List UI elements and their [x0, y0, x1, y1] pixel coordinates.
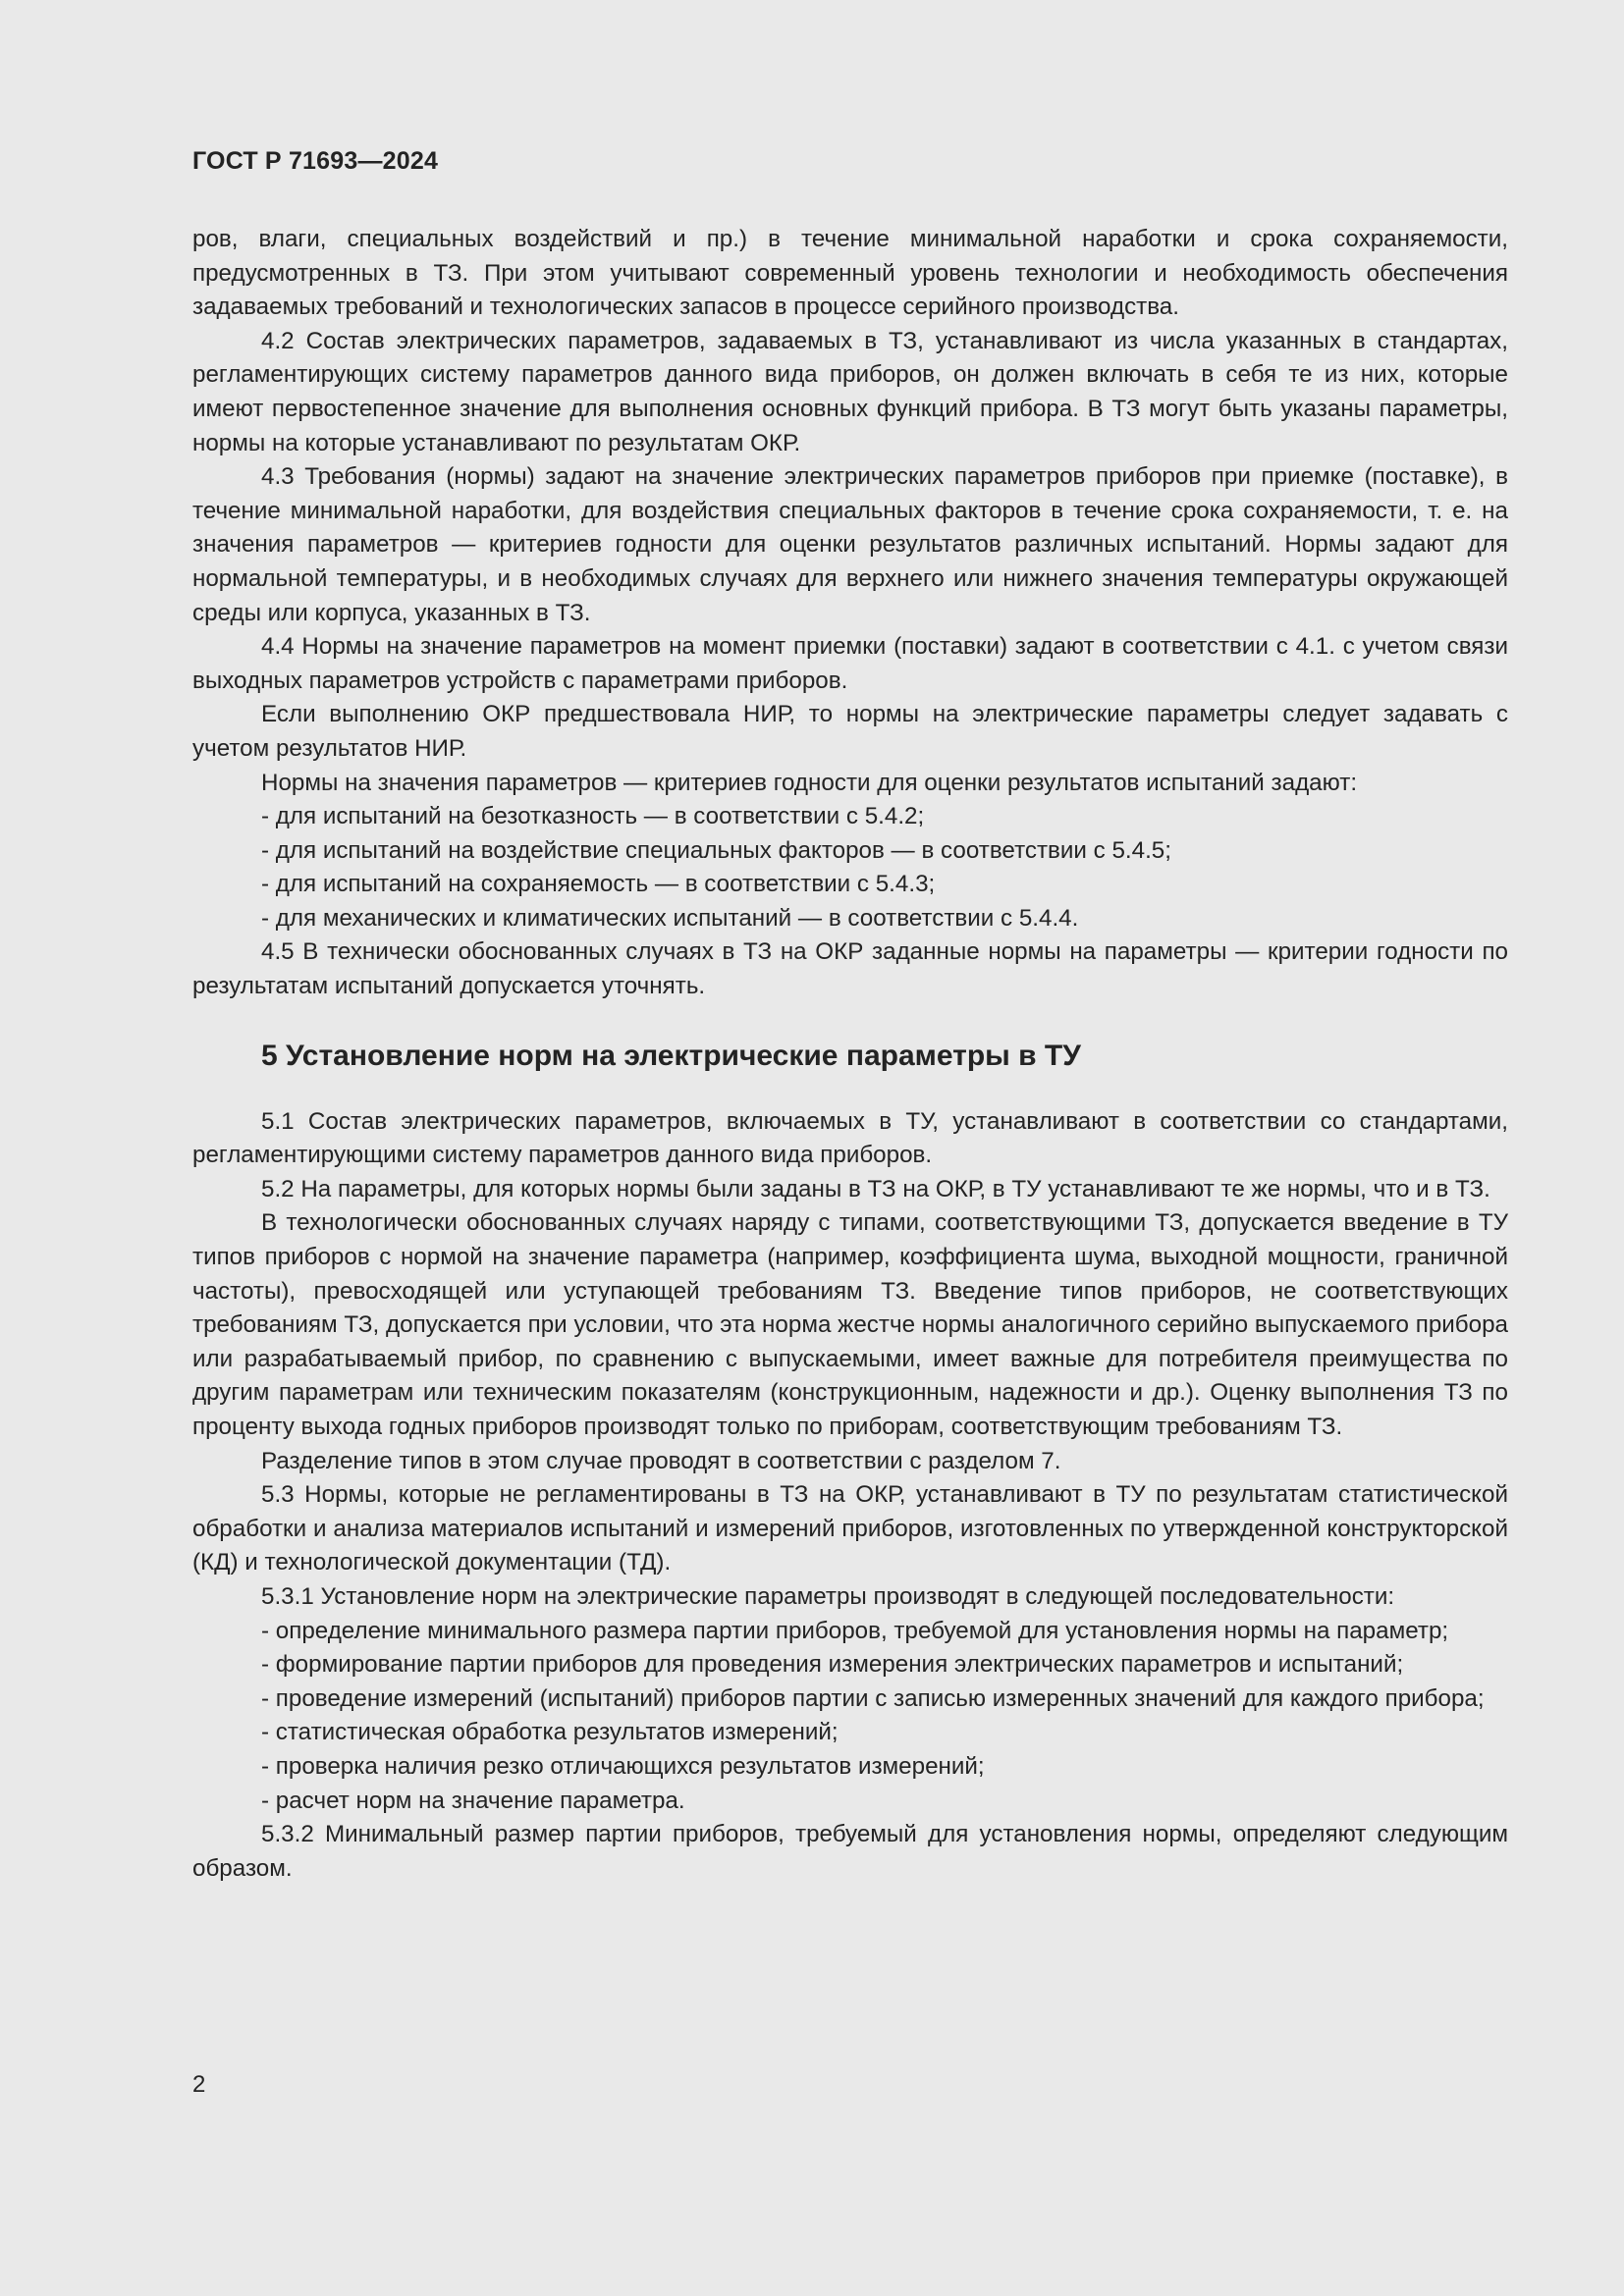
list-item: - для испытаний на сохраняемость — в соответствии с 5.4.3; — [261, 871, 936, 898]
paragraph-5-3: 5.3 Нормы, которые не регламентированы в ТЗ на ОКР, устанавливают в ТУ по результатам статистической обработки и анализа материалов испытаний и измерений приборов, изготовленных по утвержденной конструкторской (КД) и технологической документации (ТД). — [192, 1481, 1508, 1576]
paragraph-5-1: 5.1 Состав электрических параметров, включаемых в ТУ, устанавливают в соответствии со стандартами, регламентирующими систему параметров данного вида приборов. — [192, 1107, 1508, 1169]
paragraph-4-4: 4.4 Нормы на значение параметров на момент приемки (поставки) задают в соответствии с 4.1. с учетом связи выходных параметров устройств с параметрами приборов. — [192, 633, 1508, 694]
paragraph: Если выполнению ОКР предшествовала НИР, то нормы на электрические параметры следует задавать с учетом результатов НИР. — [192, 701, 1508, 762]
section-heading-5: 5 Установление норм на электрические параметры в ТУ — [261, 1039, 1081, 1072]
list-item: - статистическая обработка результатов измерений; — [261, 1719, 839, 1746]
list-item: - определение минимального размера партии приборов, требуемой для установления нормы на параметр; — [261, 1617, 1449, 1644]
list-item: - расчет норм на значение параметра. — [261, 1787, 685, 1814]
paragraph: ров, влаги, специальных воздействий и пр.) в течение минимальной наработки и срока сохраняемости, предусмотренных в ТЗ. При этом учитывают современный уровень технологии и необходимость обеспечения задаваемых требований и технологических запасов в процессе серийного производства. — [192, 226, 1508, 321]
paragraph: Нормы на значения параметров — критериев годности для оценки результатов испытаний задают: — [261, 769, 1358, 796]
list-item: - для испытаний на воздействие специальных факторов — в соответствии с 5.4.5; — [261, 836, 1171, 864]
paragraph-5-3-2: 5.3.2 Минимальный размер партии приборов, требуемый для установления нормы, определяют следующим образом. — [192, 1821, 1508, 1882]
list-item: - проведение измерений (испытаний) приборов партии с записью измеренных значений для каждого прибора; — [261, 1684, 1485, 1712]
paragraph-4-3: 4.3 Требования (нормы) задают на значение электрических параметров приборов при приемке (поставке), в течение минимальной наработки, для воздействия специальных факторов в течение срока сохраняемости, т. е. на значения параметров — критериев годности для оценки результатов различных испытаний. Нормы задают для нормальной температуры, и в необходимых случаях для верхнего или нижнего значения температуры окружающей среды или корпуса, указанных в ТЗ. — [192, 463, 1508, 626]
page-number: 2 — [192, 2071, 206, 2098]
paragraph-5-2: 5.2 На параметры, для которых нормы были заданы в ТЗ на ОКР, в ТУ устанавливают те же нормы, что и в ТЗ. — [261, 1175, 1490, 1202]
paragraph-4-5: 4.5 В технически обоснованных случаях в ТЗ на ОКР заданные нормы на параметры — критерии годности по результатам испытаний допускается уточнять. — [192, 938, 1508, 1000]
paragraph: В технологически обоснованных случаях наряду с типами, соответствующими ТЗ, допускается введение в ТУ типов приборов с нормой на значение параметра (например, коэффициента шума, выходной мощности, граничной частоты), превосходящей или уступающей требованиям ТЗ. Введение типов приборов, не соответствующих требованиям ТЗ, допускается при условии, что эта норма жестче нормы аналогичного серийно выпускаемого прибора или разрабатываемый прибор, по сравнению с выпускаемыми, имеет важные для потребителя преимущества по другим параметрам или техническим показателям (конструкционным, надежности и др.). Оценку выполнения ТЗ по проценту выхода годных приборов производят только по приборам, соответствующим требованиям ТЗ. — [192, 1209, 1508, 1440]
paragraph: Разделение типов в этом случае проводят в соответствии с разделом 7. — [261, 1447, 1061, 1474]
list-item: - для испытаний на безотказность — в соответствии с 5.4.2; — [261, 803, 925, 830]
list-item: - проверка наличия резко отличающихся результатов измерений; — [261, 1752, 985, 1780]
document-header: ГОСТ Р 71693—2024 — [192, 147, 439, 175]
list-item: - формирование партии приборов для проведения измерения электрических параметров и испытаний; — [261, 1651, 1404, 1679]
paragraph-4-2: 4.2 Состав электрических параметров, задаваемых в ТЗ, устанавливают из числа указанных в стандартах, регламентирующих систему параметров данного вида приборов, он должен включать в себя те из них, которые имеют первостепенное значение для выполнения основных функций прибора. В ТЗ могут быть указаны параметры, нормы на которые устанавливают по результатам ОКР. — [192, 327, 1508, 456]
document-body — [192, 223, 1508, 1886]
list-item: - для механических и климатических испытаний — в соответствии с 5.4.4. — [261, 904, 1079, 932]
paragraph-5-3-1: 5.3.1 Установление норм на электрические параметры производят в следующей последовательности: — [261, 1582, 1395, 1610]
